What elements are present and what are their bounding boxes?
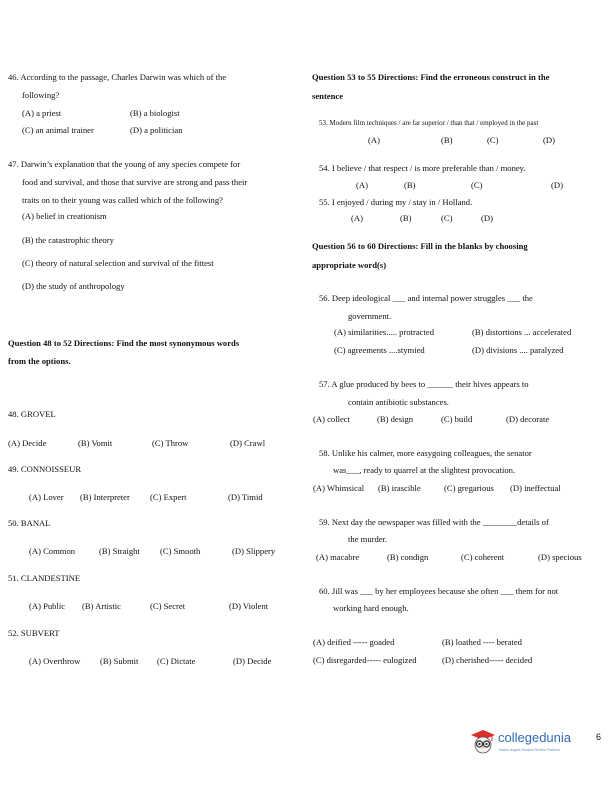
section-heading: Question 48 to 52 Directions: Find the most synonymous words [8,338,240,348]
option-c: (C) Secret [150,601,186,611]
option-d: (D) Violent [229,601,269,611]
question-text: food and survival, and those that survive are strong and pass their [22,177,248,187]
option-a: (A) Overthrow [29,656,81,666]
question-text: 54. I believe / that respect / is more preferable than / money. [319,163,526,173]
option-b: (B) [400,213,412,223]
option-a: (A) Decide [8,438,47,448]
option-c: (C) Smooth [160,546,201,556]
option-c: (C) coherent [461,552,505,562]
question-text: government. [348,311,392,321]
option-d: (D) Slippery [232,546,276,556]
question-text: traits on to their young was called which of the following? [22,195,223,205]
option-a: (A) macabre [316,552,360,562]
question-text: 57. A glue produced by bees to ______ their hives appears to [319,379,529,389]
section-heading: Question 53 to 55 Directions: Find the erroneous construct in the [312,72,550,82]
option-d: (D) specious [538,552,582,562]
option-d: (D) ineffectual [510,483,561,493]
section-heading: sentence [312,91,344,101]
option-c: (C) Throw [152,438,189,448]
option-d: (D) a politician [130,125,183,135]
question-text: contain antibiotic substances. [348,397,449,407]
option-d: (D) cherished----- decided [442,655,533,665]
option-b: (B) Submit [100,656,139,666]
option-c: (C) agreements ....stymied [334,345,425,355]
section-heading: from the options. [8,356,71,366]
option-a: (A) a priest [22,108,62,118]
option-c: (C) gregarious [444,483,494,493]
question-text: 59. Next day the newspaper was filled with the ________details of [319,517,549,527]
question-text: was___, ready to quarrel at the slightest provocation. [333,465,516,475]
option-a: (A) Whimsical [313,483,365,493]
option-a: (A) [356,180,368,190]
option-a: (A) similarities..... protracted [334,327,434,337]
option-c: (C) [471,180,483,190]
option-b: (B) the catastrophic theory [22,235,114,245]
brand-name: collegedunia [498,730,572,745]
question-word: 51. CLANDESTINE [8,573,81,583]
question-text: following? [22,90,60,100]
graduate-owl-logo-icon [470,728,496,754]
option-b: (B) condign [387,552,429,562]
option-c: (C) theory of natural selection and survival of the fittest [22,258,214,268]
question-text: 53. Modern film techniques / are far superior / than that / employed in the past [319,119,539,127]
question-text: 56. Deep ideological ___ and internal power struggles ___ the [319,293,533,303]
option-a: (A) [368,135,380,145]
option-c: (C) [487,135,499,145]
option-b: (B) [404,180,416,190]
option-b: (B) Straight [99,546,140,556]
section-heading: Question 56 to 60 Directions: Fill in the blanks by choosing [312,241,528,251]
page-number: 6 [596,732,602,742]
option-b: (B) [441,135,453,145]
question-text: 55. I enjoyed / during my / stay in / Holland. [319,197,473,207]
option-d: (D) Decide [233,656,272,666]
option-d: (D) divisions .... paralyzed [472,345,564,355]
question-text: 46. According to the passage, Charles Darwin was which of the [8,72,227,82]
option-d: (D) [551,180,563,190]
option-d: (D) Crawl [230,438,266,448]
option-b: (B) Interpreter [80,492,130,502]
option-c: (C) [441,213,453,223]
option-b: (B) Artistic [82,601,121,611]
option-d: (D) the study of anthropology [22,281,125,291]
question-word: 52. SUBVERT [8,628,60,638]
option-b: (B) a biologist [130,108,180,118]
question-text: the murder. [348,534,388,544]
option-d: (D) [543,135,555,145]
option-b: (B) Vomit [78,438,113,448]
option-c: (C) disregarded----- eulogized [313,655,417,665]
option-d: (D) Timid [228,492,263,502]
option-c: (C) Expert [150,492,187,502]
question-text: 47. Darwin’s explanation that the young of any species compete for [8,159,241,169]
option-d: (D) decorate [506,414,550,424]
option-a: (A) Lover [29,492,64,502]
question-word: 49. CONNOISSEUR [8,464,82,474]
option-a: (A) belief in creationism [22,211,107,221]
option-a: (A) collect [313,414,350,424]
question-word: 48. GROVEL [8,409,56,419]
question-text: 58. Unlike his calmer, more easygoing colleagues, the senator [319,448,532,458]
question-text: working hard enough. [333,603,409,613]
option-a: (A) [351,213,363,223]
option-a: (A) Common [29,546,76,556]
option-b: (B) distortions ... accelerated [472,327,572,337]
option-a: (A) deified ----- goaded [313,637,395,647]
section-heading: appropriate word(s) [312,260,387,270]
question-word: 50. BANAL [8,518,51,528]
brand-tagline: India's largest Student Review Platform [499,748,560,752]
option-b: (B) irascible [378,483,421,493]
option-b: (B) design [377,414,414,424]
option-b: (B) loathed ---- berated [442,637,522,647]
option-a: (A) Public [29,601,66,611]
option-c: (C) Dictate [157,656,196,666]
option-d: (D) [481,213,493,223]
question-text: 60. Jill was ___ by her employees because she often ___ them for not [319,586,559,596]
footer-logo [470,728,588,758]
option-c: (C) an animal trainer [22,125,94,135]
option-c: (C) build [441,414,473,424]
